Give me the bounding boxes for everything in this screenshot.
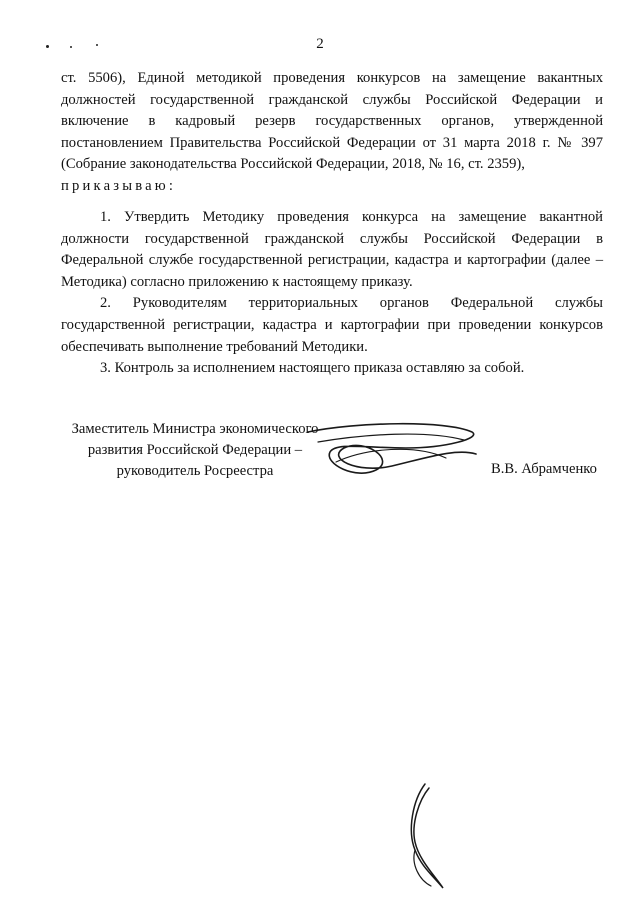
- page-number: 2: [316, 36, 324, 52]
- handwritten-signature: [296, 418, 486, 488]
- intro-text: ст. 5506), Единой методикой проведения конкурсов на замещение вакантных должностей государственной гражданской службы Российской Федерации и включение в кадровый резерв государственных органов, утвержденной постановлением Правительства Российской Федерации от 31 марта 2018 г. № 397 (Собрание законодательства Российской Федерации, 2018, № 16, ст. 2359),: [61, 70, 603, 173]
- position-line-2: развития Российской Федерации –: [87, 442, 303, 458]
- position-line-3: руководитель Росреестра: [116, 463, 274, 479]
- order-item-3: 3. Контроль за исполнением настоящего приказа оставляю за собой.: [100, 360, 525, 377]
- order-item-1: 1. Утвердить Методику проведения конкурса на замещение вакантной должности государственной гражданской службы Российской Федерации в Федеральной службе государственной регистрации, кадастра и картографии (далее – Методика) согласно приложению к настоящему приказу.: [61, 209, 603, 290]
- intro-paragraph: [61, 68, 603, 198]
- order-item-2: 2. Руководителям территориальных органов Федеральной службы государственной регистрации, кадастра и картографии при проведении конкурсов обеспечивать выполнение требований Методики.: [61, 295, 603, 355]
- signatory-position: [60, 419, 330, 482]
- order-word: приказываю:: [61, 177, 177, 194]
- signatory-name: В.В. Абрамченко: [491, 461, 597, 477]
- order-items: [61, 207, 603, 380]
- position-line-1: Заместитель Министра экономического: [71, 421, 319, 437]
- handwritten-initial: [385, 780, 465, 895]
